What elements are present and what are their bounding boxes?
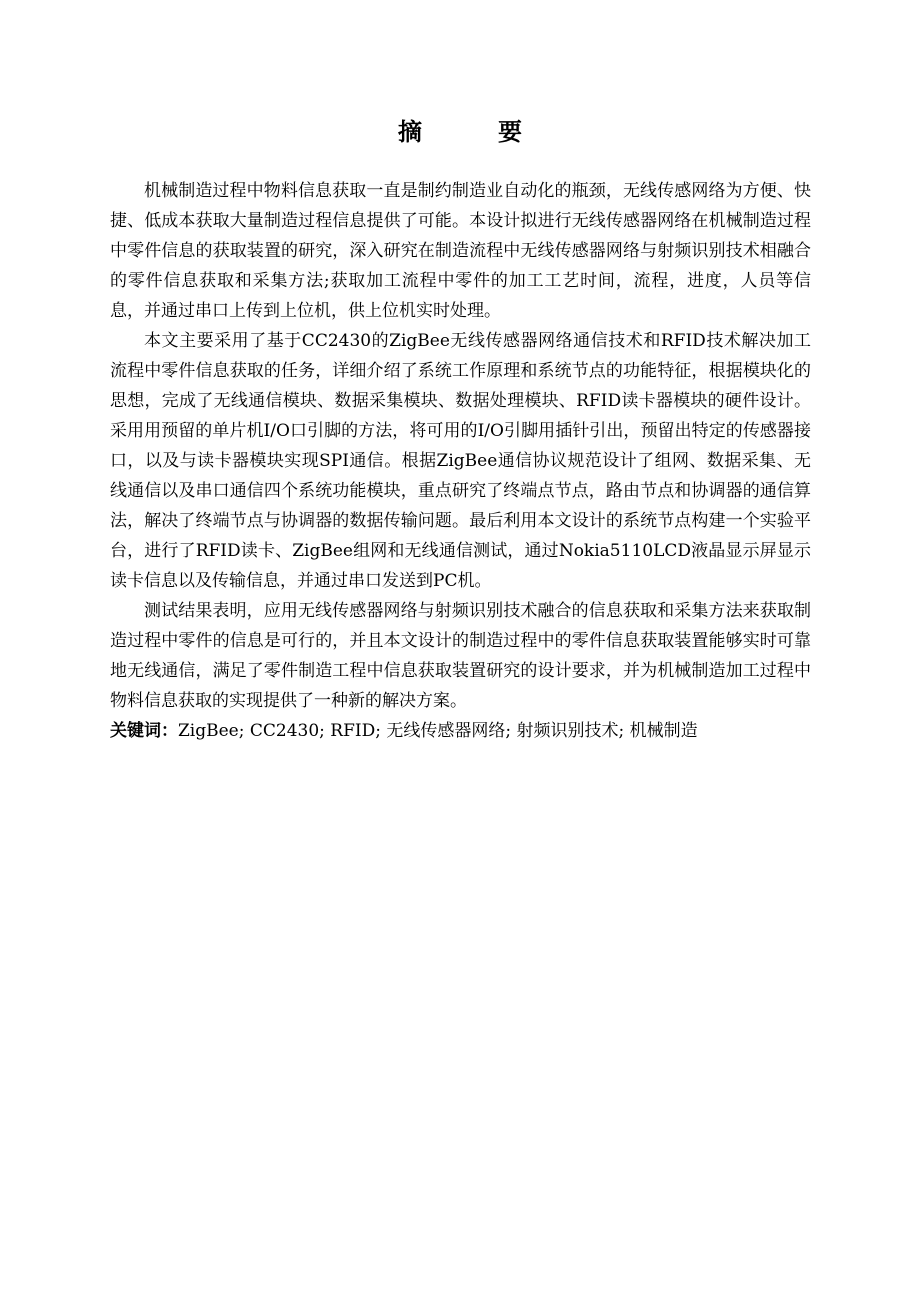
page-title: 摘 要 xyxy=(398,118,548,146)
keywords-label: 关键词： xyxy=(110,721,178,741)
keywords-text: ZigBee; CC2430; RFID; 无线传感器网络; 射频识别技术; 机械制造 xyxy=(178,721,698,741)
abstract-body xyxy=(110,176,811,746)
abstract-paragraph-2: 本文主要采用了基于CC2430的ZigBee无线传感器网络通信技术和RFID技术解决加工流程中零件信息获取的任务，详细介绍了系统工作原理和系统节点的功能特征，根据模块化的思想，完成了无线通信模块、数据采集模块、数据处理模块、RFID读卡器模块的硬件设计。采用用预留的单片机I/O口引脚的方法，将可用的I/O引脚用插针引出，预留出特定的传感器接口，以及与读卡器模块实现SPI通信。根据ZigBee通信协议规范设计了组网、数据采集、无线通信以及串口通信四个系统功能模块，重点研究了终端点节点，路由节点和协调器的通信算法，解决了终端节点与协调器的数据传输问题。最后利用本文设计的系统节点构建一个实验平台，进行了RFID读卡、ZigBee组网和无线通信测试，通过Nokia5110LCD液晶显示屏显示读卡信息以及传输信息，并通过串口发送到PC机。 xyxy=(110,331,811,591)
abstract-paragraph-3: 测试结果表明，应用无线传感器网络与射频识别技术融合的信息获取和采集方法来获取制造过程中零件的信息是可行的，并且本文设计的制造过程中的零件信息获取装置能够实时可靠地无线通信，满足了零件制造工程中信息获取装置研究的设计要求，并为机械制造加工过程中物料信息获取的实现提供了一种新的解决方案。 xyxy=(110,601,811,711)
keywords-line xyxy=(110,716,811,746)
abstract-paragraph-1: 机械制造过程中物料信息获取一直是制约制造业自动化的瓶颈，无线传感网络为方便、快捷、低成本获取大量制造过程信息提供了可能。本设计拟进行无线传感器网络在机械制造过程中零件信息的获取装置的研究，深入研究在制造流程中无线传感器网络与射频识别技术相融合的零件信息获取和采集方法;获取加工流程中零件的加工工艺时间，流程，进度，人员等信息，并通过串口上传到上位机，供上位机实时处理。 xyxy=(110,181,811,321)
